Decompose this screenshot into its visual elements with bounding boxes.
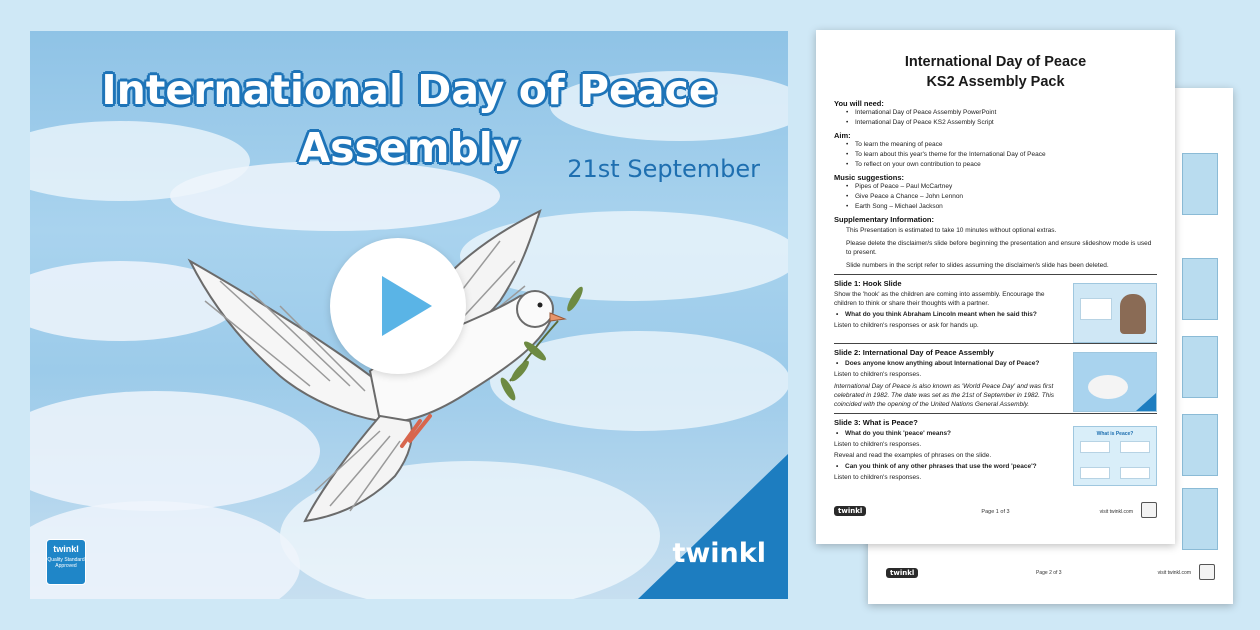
slide-title: International Day of Peace Assembly [101,66,717,172]
list-item: • International Day of Peace Assembly PowerPoint [846,108,1157,118]
twinkl-logo: twinkl [886,568,918,578]
section-heading: Supplementary Information: [834,215,935,224]
list-item: • To learn the meaning of peace [846,140,1157,150]
twinkl-logo: twinkl [672,538,766,569]
music-list [846,182,1157,212]
doc-title-line1: International Day of Peace [904,54,1087,70]
slide-heading: Slide 3: What is Peace? [834,418,918,427]
section-heading: Music suggestions: [834,173,905,182]
slide-note: Reveal and read the examples of phrases on the slide. [834,452,992,459]
slide-thumbnail [1073,352,1157,412]
slide-thumbnail [1182,336,1218,398]
list-item: • International Day of Peace KS2 Assembly Script [846,118,1157,128]
list-item: • To learn about this year's theme for the International Day of Peace [846,150,1157,160]
quality-stamp [1141,502,1157,518]
slide-question: • What do you think Abraham Lincoln meant when he said this? [834,310,1065,319]
divider [834,343,1157,344]
slide-note: Listen to children's responses or ask for hands up. [834,322,979,329]
slide-heading: Slide 1: Hook Slide [834,279,902,288]
slide-1-section [834,279,1157,339]
divider [834,413,1157,414]
slide-question: • What do you think 'peace' means? [834,429,1065,438]
slide-thumbnail [1073,283,1157,343]
quality-standard-badge [46,539,86,585]
slide-note: Listen to children's responses. [834,474,922,481]
slide-text: Show the 'hook' as the children are coming into assembly. Encourage the children to think or share their thoughts with a partner. [834,291,1045,307]
slide-question: • Can you think of any other phrases that use the word 'peace'? [834,462,1065,471]
badge-brand: twinkl [53,544,79,554]
quality-stamp [1199,564,1215,580]
aim-list [846,140,1157,170]
slide-thumbnail [1182,414,1218,476]
footer-url: visit twinkl.com [1157,570,1191,576]
list-item: • Pipes of Peace – Paul McCartney [846,182,1157,192]
page-number: Page 2 of 3 [1036,570,1062,576]
document-page-1[interactable] [816,30,1175,544]
supplementary-text: Please delete the disclaimer/s slide before beginning the presentation and ensure slideshow mode is used to present. [846,240,1152,256]
list-item: • Earth Song – Michael Jackson [846,202,1157,212]
thumbnail-title: What is Peace? [1096,431,1134,437]
slide-thumbnail [1182,258,1218,320]
page-number: Page 1 of 3 [981,509,1010,515]
page-footer [886,566,1215,584]
slide-heading: Slide 2: International Day of Peace Assembly [834,348,994,357]
slide-date: 21st September [567,155,760,183]
slide-2-section [834,348,1157,409]
list-item: • To reflect on your own contribution to peace [846,160,1157,170]
slide-thumbnail [1182,153,1218,215]
slide-note: Listen to children's responses. [834,371,922,378]
slide-question: • Does anyone know anything about International Day of Peace? [834,359,1065,368]
doc-title-line2: KS2 Assembly Pack [926,74,1065,90]
supplementary-text: Slide numbers in the script refer to slides assuming the disclaimer/s slide has been deleted. [846,262,1109,269]
slide-thumbnail [1073,426,1157,486]
play-button[interactable] [330,238,466,374]
slide-3-section [834,418,1157,482]
section-heading: Aim: [834,131,851,140]
divider [834,274,1157,275]
list-item: • Give Peace a Chance – John Lennon [846,192,1157,202]
twinkl-logo: twinkl [834,506,866,516]
slide-note: Listen to children's responses. [834,441,922,448]
slide-preview[interactable] [30,31,788,599]
supplementary-text: This Presentation is estimated to take 10 minutes without optional extras. [846,227,1057,234]
badge-text: Quality Standard Approved [47,557,85,569]
slide-info: International Day of Peace is also known as 'World Peace Day' and was first celebrated in 1982. The date was set as the 21st of September in 1982. This coincided with the opening of the United Nations General Assembly. [834,383,1055,408]
corner-decoration [638,454,788,599]
section-heading: You will need: [834,99,884,108]
slide-thumbnail [1182,488,1218,550]
you-will-need-list [846,108,1157,128]
play-icon [382,276,432,336]
page-footer [834,504,1157,524]
footer-url: visit twinkl.com [1099,509,1133,515]
